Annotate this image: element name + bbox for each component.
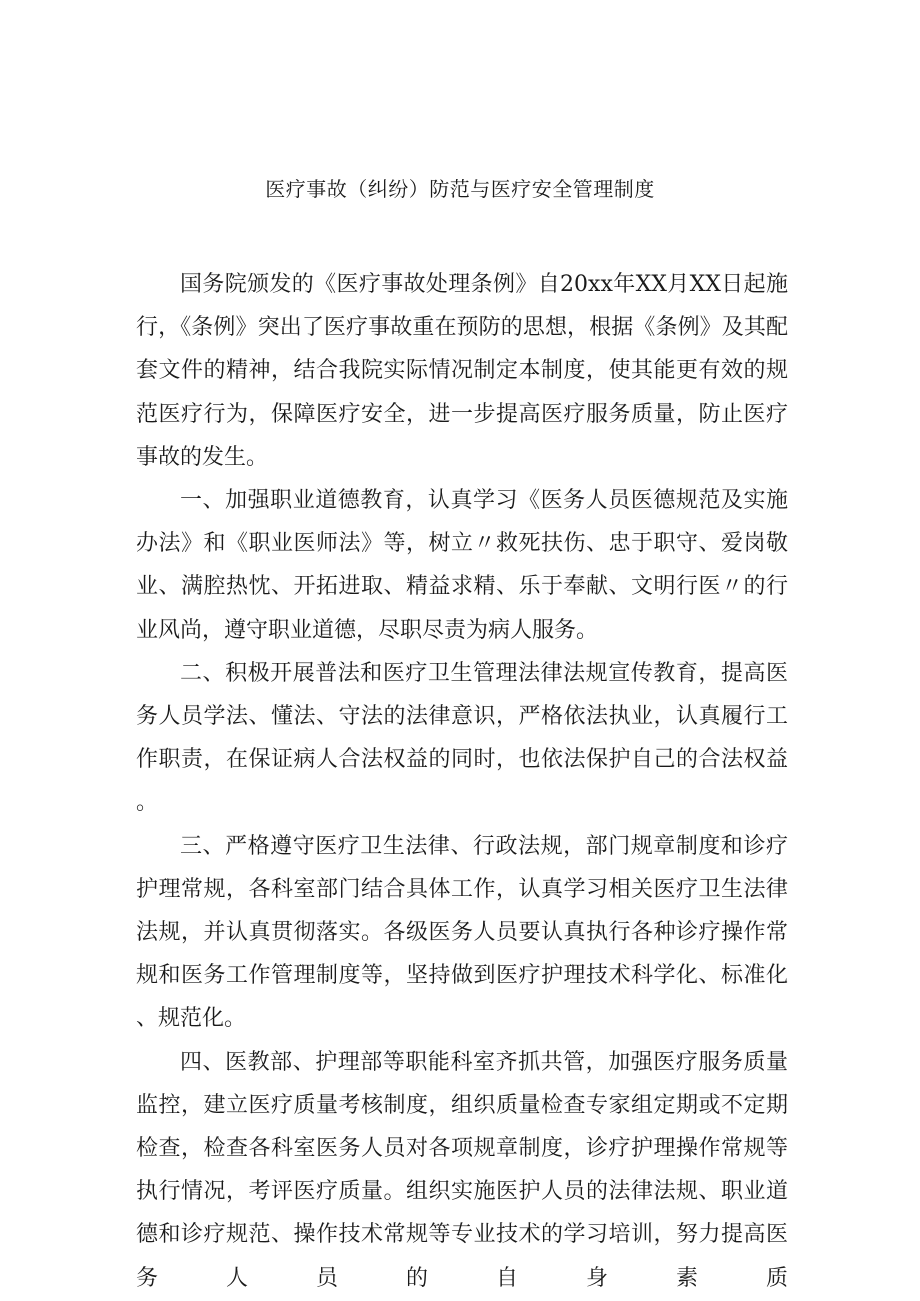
paragraph-section-3: 三、严格遵守医疗卫生法律、行政法规，部门规章制度和诊疗护理常规，各科室部门结合具体工作，认真学习相关医疗卫生法律法规，并认真贯彻落实。各级医务人员要认真执行各种诊疗操作常规和医务工作管理制度等，坚持做到医疗护理技术科学化、标准化、规范化。	[136, 833, 788, 1032]
paragraph-section-4: 四、医教部、护理部等职能科室齐抓共管，加强医疗服务质量监控，建立医疗质量考核制度，组织质量检查专家组定期或不定期检查，检查各科室医务人员对各项规章制度，诊疗护理操作常规等执行情况，考评医疗质量。组织实施医护人员的法律法规、职业道德和诊疗规范、操作技术常规等专业技术的学习培训，努力提高医务人员的自身素质	[136, 1049, 788, 1291]
document-body	[136, 263, 788, 1300]
paragraph-section-2: 二、积极开展普法和医疗卫生管理法律法规宣传教育，提高医务人员学法、懂法、守法的法律意识，严格依法执业，认真履行工作职责，在保证病人合法权益的同时，也依法保护自己的合法权益。	[136, 660, 788, 816]
paragraph-intro: 国务院颁发的《医疗事故处理条例》自20xx年XX月XX日起施行，《条例》突出了医疗事故重在预防的思想，根据《条例》及其配套文件的精神，结合我院实际情况制定本制度，使其能更有效的规范医疗行为，保障医疗安全，进一步提高医疗服务质量，防止医疗事故的发生。	[136, 272, 788, 470]
paragraph-section-1: 一、加强职业道德教育，认真学习《医务人员医德规范及实施办法》和《职业医师法》等，树立〃救死扶伤、忠于职守、爱岗敬业、满腔热忱、开拓进取、精益求精、乐于奉献、文明行医〃的行业风尚，遵守职业道德，尽职尽责为病人服务。	[136, 488, 788, 643]
document-title: 医疗事故（纠纷）防范与医疗安全管理制度	[265, 177, 655, 201]
